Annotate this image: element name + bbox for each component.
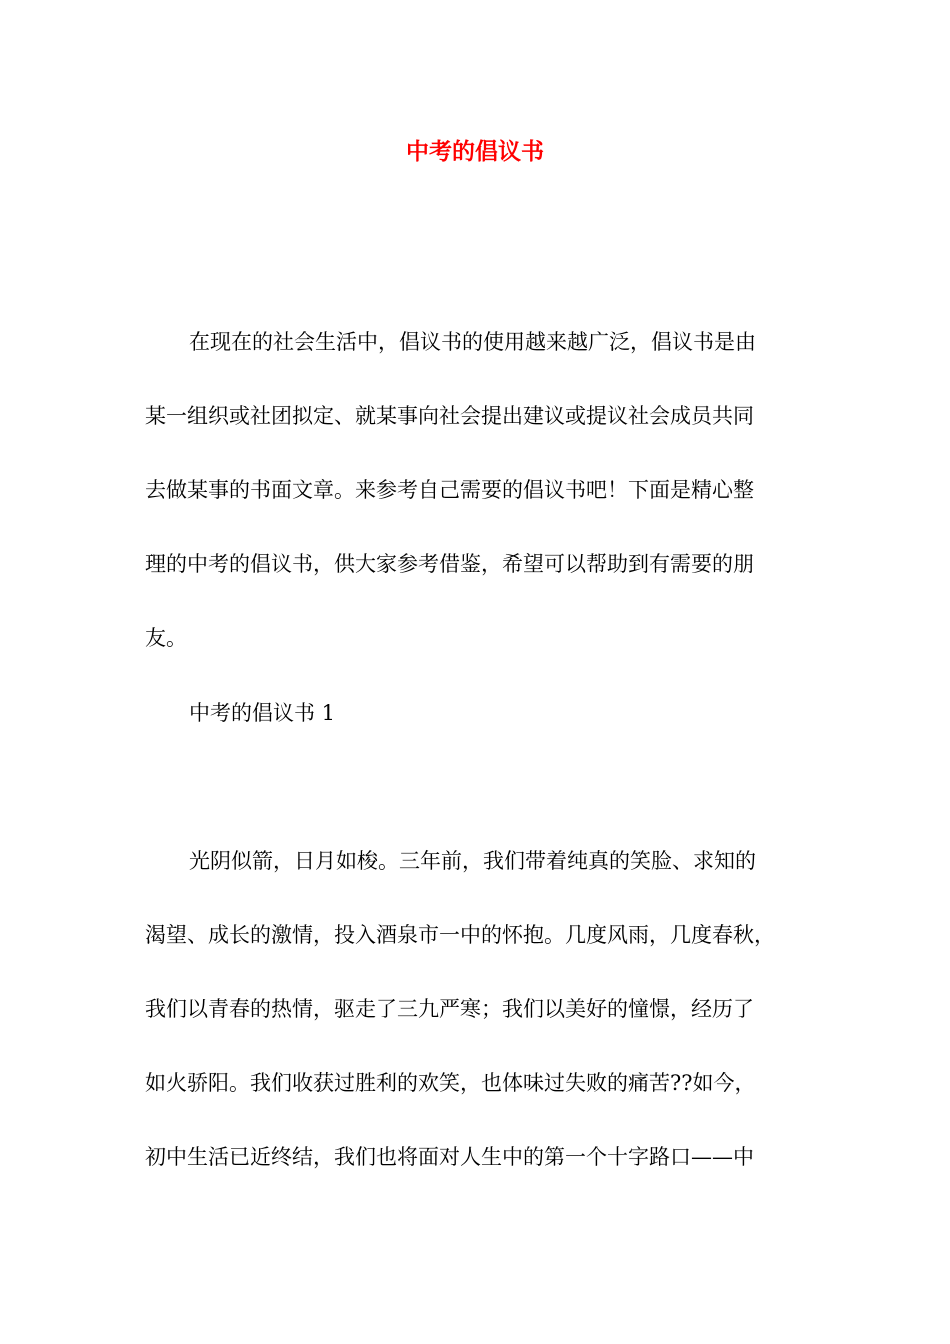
paragraph-line: 某一组织或社团拟定、就某事向社会提出建议或提议社会成员共同 bbox=[145, 404, 754, 428]
section-heading-container bbox=[145, 676, 825, 750]
paragraph-line: 如火骄阳。我们收获过胜利的欢笑，也体味过失败的痛苦??如今， bbox=[145, 1071, 756, 1095]
document-title: 中考的倡议书 bbox=[406, 139, 544, 165]
paragraph-line: 初中生活已近终结，我们也将面对人生中的第一个十字路口——中 bbox=[145, 1145, 754, 1169]
paragraph-line: 理的中考的倡议书，供大家参考借鉴，希望可以帮助到有需要的朋 bbox=[145, 552, 754, 576]
paragraph-line: 我们以青春的热情，驱走了三九严寒；我们以美好的憧憬，经历了 bbox=[145, 997, 754, 1021]
paragraph-line: 渴望、成长的激情，投入酒泉市一中的怀抱。几度风雨，几度春秋， bbox=[145, 923, 775, 947]
paragraph-line: 在现在的社会生活中，倡议书的使用越来越广泛，倡议书是由 bbox=[189, 330, 756, 354]
paragraph-line: 去做某事的书面文章。来参考自己需要的倡议书吧！下面是精心整 bbox=[145, 478, 754, 502]
intro-paragraph bbox=[145, 305, 825, 675]
body-paragraph bbox=[145, 824, 825, 1194]
section-heading: 中考的倡议书 1 bbox=[189, 701, 336, 725]
paragraph-line: 光阴似箭，日月如梭。三年前，我们带着纯真的笑脸、求知的 bbox=[189, 849, 756, 873]
paragraph-line: 友。 bbox=[145, 626, 187, 650]
